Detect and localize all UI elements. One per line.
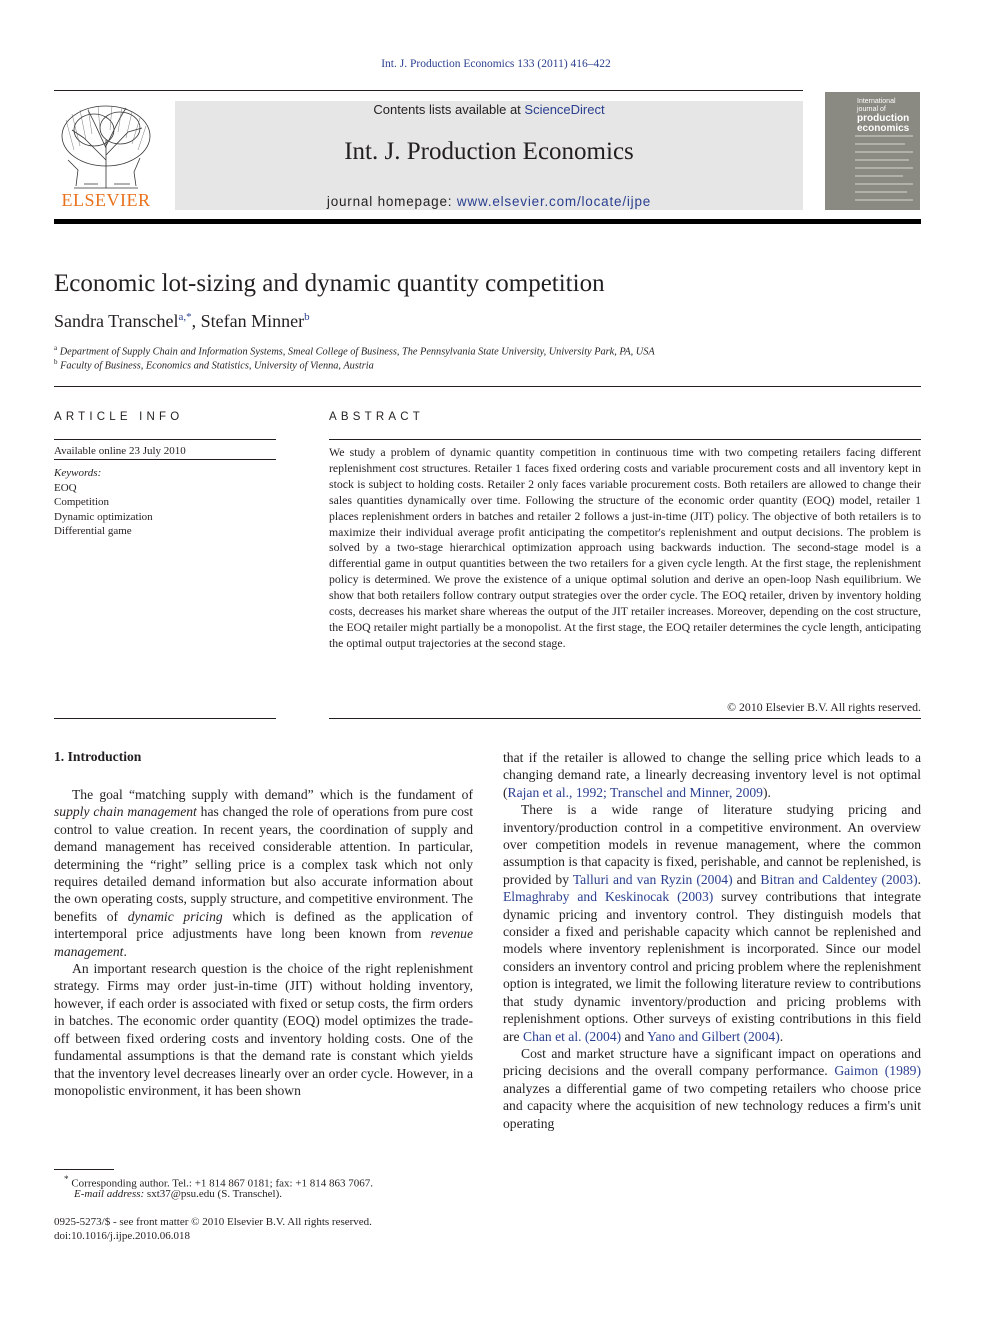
citation-link[interactable]: Chan et al. (2004) (523, 1028, 622, 1044)
publisher-wordmark: ELSEVIER (61, 190, 151, 210)
article-title: Economic lot-sizing and dynamic quantity competition (54, 270, 605, 297)
keyword-item: Dynamic optimization (54, 510, 153, 523)
body-column-left (54, 786, 473, 1099)
text-run: . (917, 871, 922, 887)
footnote-rule (54, 1169, 114, 1170)
journal-title: Int. J. Production Economics (344, 138, 634, 165)
article-info-heading: ARTICLE INFO (54, 411, 184, 423)
journal-citation[interactable]: Int. J. Production Economics 133 (2011) 416–422 (381, 58, 611, 70)
email-note (74, 1188, 282, 1200)
section-heading-introduction: 1. Introduction (54, 749, 142, 764)
citation-link[interactable]: Bitran and Caldentey (2003) (760, 871, 918, 887)
body-column-right (503, 749, 921, 1132)
citation-link[interactable]: Yano and Gilbert (2004) (647, 1028, 780, 1044)
doi-line[interactable]: doi:10.1016/j.ijpe.2010.06.018 (54, 1230, 190, 1242)
sciencedirect-link[interactable]: ScienceDirect (524, 102, 605, 117)
abstract-copyright: © 2010 Elsevier B.V. All rights reserved. (727, 700, 921, 714)
abstract-heading: ABSTRACT (329, 411, 424, 423)
citation-link[interactable]: Elmaghraby and Keskinocak (2003) (503, 889, 714, 905)
contents-prefix: Contents lists available at (373, 102, 525, 117)
text-run: There is a wide range of literature studying pricing and inventory/production control in a competitive environment. An overview over competition models in revenue management, where the common assumption is that capacity is fixed, perishable, and cannot be replenished, is provided by (503, 802, 921, 887)
cover-line-1: International journal of (857, 98, 896, 113)
keywords-label: Keywords: (54, 467, 102, 479)
author-affiliation-marker[interactable]: b (304, 311, 310, 323)
text-run: analyzes a differential game of two competing retailers who choose price and capacity where the acquisition of new technology reduces a firm's unit operating (503, 1080, 921, 1131)
journal-homepage (175, 194, 803, 209)
citation-link[interactable]: Talluri and van Ryzin (2004) (572, 871, 733, 887)
footnote-marker: * (64, 1174, 69, 1184)
paragraph (503, 749, 921, 801)
emphasized-text: supply chain management (54, 804, 197, 820)
text-run: ). (762, 784, 771, 800)
corresponding-author-note: * Corresponding author. Tel.: +1 814 867 0181; fax: +1 814 863 7067. (64, 1174, 374, 1190)
abstract-text: We study a problem of dynamic quantity competition in continuous time with two competing retailers facing different replenishment cost structures. Retailer 1 faces fixed ordering costs and variable procurement costs and all inventory kept in stock is subject to holding costs. Retailer 2 only faces variable procurement costs. Both retailers are allowed to change their sales quantities dynamically over time. Following the structure of the economic order quantity (EOQ) model, retailer 1 places replenishment orders in batches and retailer 2 follows a just-in-time (JIT) policy. The objective of both retailers is to maximize their individual average profit anticipating the competitor's replenishment and output decisions. The problem is solved by a two-stage hierarchical optimization approach using backwards induction. The second-stage model is a differential game in output quantities between the two retailers for a given cycle length. At the first stage, the replenishment policy is determined. We prove the existence of a unique optimal solution and derive an open-loop Nash equilibrium. We show that both retailers follow contrary output strategies over the order cycle. The EOQ retailer, driven by inventory holding costs, decreases his market share whereas the output of the JIT retailer increases. Moreover, depending on the cost structure, the EOQ retailer might partially be a monopolist. At the first stage, the EOQ retailer determines the cycle length, anticipating the optimal output trajectories at the second stage. (329, 445, 921, 650)
text-run: survey contributions that integrate dynamic pricing and inventory control. They distinguish models that consider a fixed and perishable capacity which cannot be replenished and models where inventory replenishment is incorporated. Since our model considers an inventory control and pricing problem where the replenishment option is integrated, we limit the following literature review to contributions that study dynamic inventory/production and pricing problems with replenishment options. Other surveys of existing contributions in this field are (503, 889, 922, 1044)
contents-line (175, 102, 803, 117)
text-run: that if the retailer is allowed to change the selling price which leads to a changing demand rate, a linearly decreasing inventory level is not optimal ( (503, 750, 921, 800)
cover-line-2: production (857, 113, 910, 124)
text-run: An important research question is the choice of the right replenishment strategy. Firms may order just-in-time (JIT) without holding inventory, however, if each order is associated with fixed or setup costs, the firm orders in batches. The economic order quantity (EOQ) model optimizes the trade-off between fixed ordering costs and inventory holding costs. One of the fundamental assumptions is that the demand rate is constant which yields that the inventory level decreases linearly over an order cycle. However, in a monopolistic environment, it has been shown (54, 961, 473, 1098)
paragraph (503, 801, 921, 1045)
author-separator: , (191, 311, 201, 331)
available-online: Available online 23 July 2010 (54, 445, 186, 457)
paragraph (54, 960, 473, 1099)
cover-text (857, 98, 917, 134)
author-affiliation-marker[interactable]: a,* (178, 311, 192, 323)
text-run: which is defined as the application of intertemporal price adjustments have long been known from (54, 908, 473, 942)
text-run: and (732, 871, 761, 887)
text-run: and (621, 1028, 648, 1044)
author-list (54, 311, 310, 332)
cover-line-3: economics (857, 123, 910, 134)
author-name: Sandra Transchel (54, 311, 179, 331)
keyword-item: EOQ (54, 481, 77, 494)
keyword-item: Competition (54, 496, 109, 508)
issn-line: 0925-5273/$ - see front matter © 2010 Elsevier B.V. All rights reserved. (54, 1216, 372, 1228)
affiliation-b: $^b$ Faculty of Business, Economics and Statistics, University of Vienna, Austria (54, 358, 374, 372)
paragraph (503, 1045, 921, 1132)
emphasized-text: dynamic pricing (127, 908, 223, 924)
text-run: . (123, 943, 127, 959)
text-run: Cost and market structure have a significant impact on operations and pricing decisions and the overall company performance. (503, 1045, 921, 1079)
info-rule-mid (54, 459, 276, 460)
abstract-rule-top (329, 439, 921, 440)
info-rule-top (54, 439, 276, 440)
text-run: The goal “matching supply with demand” which is the fundament of (72, 787, 473, 802)
title-divider (54, 386, 921, 387)
citation-link[interactable]: Rajan et al., 1992; Transchel and Minner, 2009 (507, 784, 763, 800)
citation-link[interactable]: Gaimon (1989) (834, 1063, 921, 1079)
abstract-rule-bottom (329, 718, 921, 719)
email-address[interactable]: sxt37@psu.edu (S. Transchel). (144, 1188, 283, 1200)
keywords-block (54, 466, 153, 539)
author-name: Stefan Minner (200, 311, 305, 331)
email-label: E-mail address: (74, 1188, 145, 1200)
header-thick-rule (54, 219, 921, 224)
header-top-rule (54, 90, 803, 91)
info-rule-bottom (54, 718, 276, 719)
cover-toc-lines (855, 132, 915, 206)
journal-cover-thumbnail[interactable] (825, 92, 920, 210)
emphasized-text: revenue management (54, 926, 473, 959)
text-run: . (779, 1028, 784, 1044)
text-run: has changed the role of operations from pure cost control to value creation. In recent years, the coordination of supply and demand management has received considerable attention. In particular, determining the “right” selling price is a complex task which not only requires detailed demand information but also accurate information about the own operating costs, supply structure, and competitive environment. The benefits of (54, 804, 473, 924)
paragraph (54, 786, 473, 960)
homepage-prefix: journal homepage: (326, 194, 457, 209)
homepage-link[interactable]: www.elsevier.com/locate/ijpe (456, 194, 652, 209)
keyword-item: Differential game (54, 525, 132, 537)
affiliation-a: $^a$ Department of Supply Chain and Information Systems, Smeal College of Business, The Pennsylvania State University, University Park, PA, USA (54, 344, 655, 358)
